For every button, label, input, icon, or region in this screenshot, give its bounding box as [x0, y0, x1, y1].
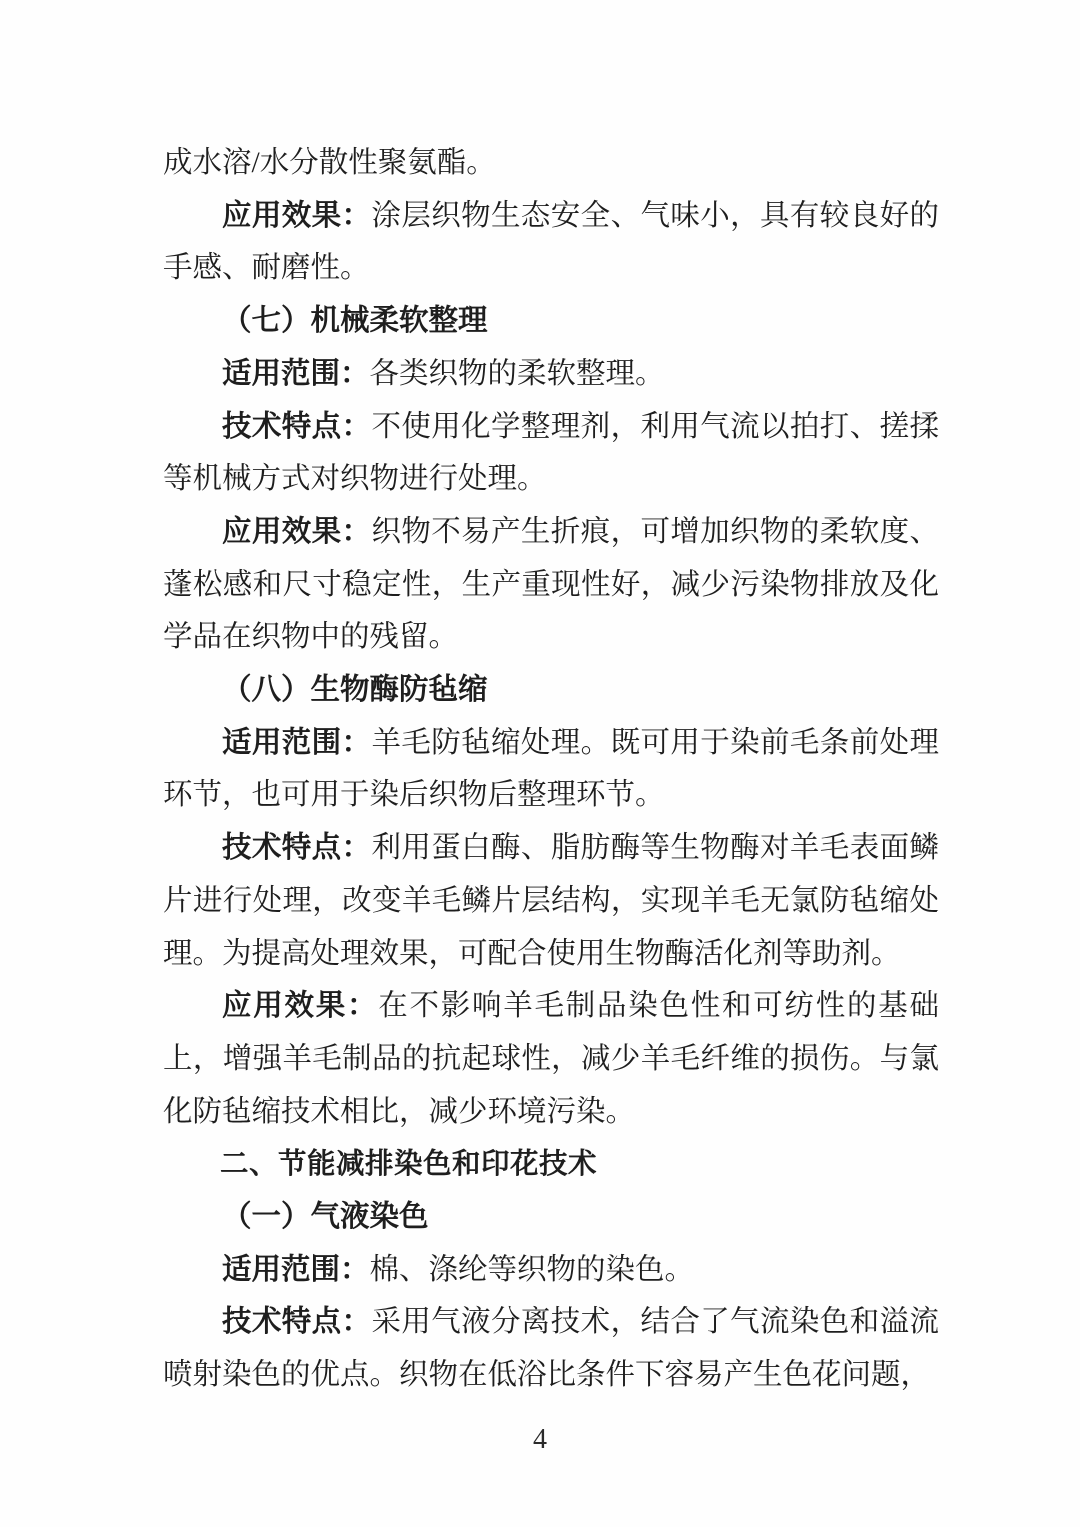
paragraph-text: 采用气液分离技术，结合了气流染色和溢流喷射染色的优点。织物在低浴比条件下容易产生色花问题， [163, 1306, 939, 1392]
paragraph-continuation [163, 137, 939, 190]
page-number: 4 [533, 1424, 547, 1455]
paragraph-text: 利用蛋白酶、脂肪酶等生物酶对羊毛表面鳞片进行处理，改变羊毛鳞片层结构，实现羊毛无氯防毡缩处理。为提高处理效果，可配合使用生物酶活化剂等助剂。 [163, 832, 939, 970]
paragraph-label: 适用范围： [222, 357, 370, 390]
document-content [163, 137, 939, 1402]
paragraph-label: 适用范围： [222, 726, 372, 759]
paragraph-text: 成水溶/水分散性聚氨酯。 [163, 147, 496, 179]
paragraph-text: 不使用化学整理剂，利用气流以拍打、搓揉等机械方式对织物进行处理。 [163, 410, 939, 496]
sub-heading [163, 295, 939, 348]
paragraph [163, 190, 939, 295]
section-heading [163, 1138, 939, 1191]
paragraph-label: 技术特点： [222, 410, 372, 443]
paragraph-label: 应用效果： [222, 199, 372, 232]
paragraph-label: 应用效果： [222, 990, 379, 1023]
sub-heading-text: （八）生物酶防毡缩 [222, 674, 488, 707]
paragraph-text: 棉、涤纶等织物的染色。 [369, 1253, 695, 1286]
section-heading-text: 二、节能减排染色和印花技术 [220, 1148, 598, 1181]
paragraph [163, 401, 939, 506]
paragraph-text: 各类织物的柔软整理。 [369, 357, 665, 390]
paragraph [163, 822, 939, 980]
paragraph [163, 506, 939, 664]
paragraph-text: 涂层织物生态安全、气味小，具有较良好的手感、耐磨性。 [163, 199, 939, 285]
paragraph-label: 技术特点： [222, 1306, 372, 1339]
paragraph-label: 技术特点： [222, 832, 372, 865]
sub-heading-text: （一）气液染色 [222, 1201, 429, 1234]
paragraph [163, 717, 939, 822]
paragraph [163, 348, 939, 401]
paragraph [163, 1296, 939, 1401]
sub-heading [163, 664, 939, 717]
sub-heading-text: （七）机械柔软整理 [222, 305, 488, 338]
paragraph-label: 适用范围： [222, 1253, 370, 1286]
paragraph [163, 1244, 939, 1297]
paragraph-text: 织物不易产生折痕，可增加织物的柔软度、蓬松感和尺寸稳定性，生产重现性好，减少污染物排放及化学品在织物中的残留。 [163, 515, 939, 654]
sub-heading [163, 1191, 939, 1244]
paragraph-label: 应用效果： [222, 515, 372, 548]
paragraph-text: 羊毛防毡缩处理。既可用于染前毛条前处理环节，也可用于染后织物后整理环节。 [163, 726, 939, 812]
paragraph-text: 在不影响羊毛制品染色性和可纺性的基础上，增强羊毛制品的抗起球性，减少羊毛纤维的损伤。与氯化防毡缩技术相比，减少环境污染。 [163, 990, 939, 1128]
paragraph [163, 980, 939, 1138]
